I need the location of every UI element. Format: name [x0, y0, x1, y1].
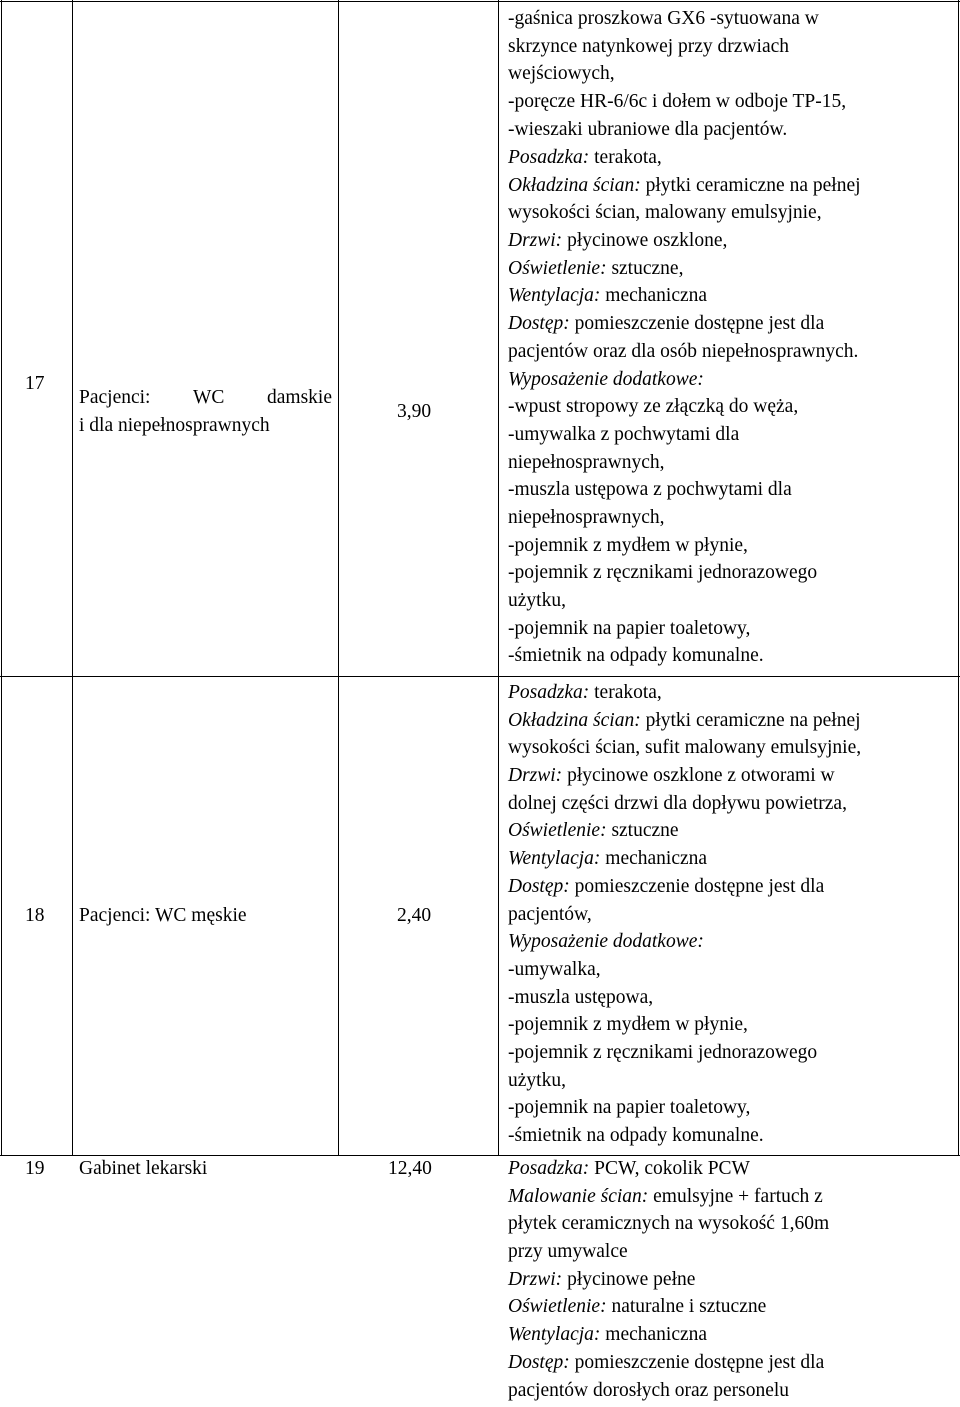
field-label: Oświetlenie:	[508, 820, 607, 842]
field-value: -muszla ustępowa z pochwytami dla	[508, 479, 792, 501]
field-label: Wentylacja:	[508, 848, 601, 870]
field-value: pacjentów,	[508, 903, 592, 925]
field-value: emulsyjne + fartuch z	[648, 1185, 823, 1207]
description-line	[508, 1094, 861, 1122]
description-line	[508, 255, 861, 283]
field-value: wysokości ścian, malowany emulsyjnie,	[508, 202, 822, 224]
description-line	[508, 984, 861, 1012]
field-label: Oświetlenie:	[508, 1296, 607, 1318]
field-label: Dostęp:	[508, 1351, 570, 1373]
room-description	[508, 679, 861, 1150]
description-line	[508, 504, 861, 532]
room-name-word: Pacjenci:	[79, 387, 151, 408]
description-line	[508, 1238, 829, 1266]
field-value: niepełnosprawnych,	[508, 451, 665, 473]
field-value: -śmietnik na odpady komunalne.	[508, 645, 764, 667]
description-line	[508, 476, 861, 504]
description-line	[508, 642, 861, 670]
field-value: -pojemnik na papier toaletowy,	[508, 617, 751, 639]
room-name-word: damskie	[267, 387, 332, 408]
description-line	[508, 199, 861, 227]
field-value: -pojemnik z ręcznikami jednorazowego	[508, 562, 818, 584]
description-line	[508, 1210, 829, 1238]
field-value: sztuczne,	[606, 257, 684, 279]
field-value: pomieszczenie dostępne jest dla	[569, 313, 825, 335]
description-line	[508, 1039, 861, 1067]
field-value: wysokości ścian, sufit malowany emulsyjnie,	[508, 737, 862, 759]
room-name: Gabinet lekarski	[79, 1158, 208, 1179]
description-line	[508, 1183, 829, 1211]
field-value: -pojemnik na papier toaletowy,	[508, 1097, 751, 1119]
description-line	[508, 790, 861, 818]
field-value: użytku,	[508, 1069, 566, 1091]
field-value: mechaniczna	[600, 848, 708, 870]
column-divider	[72, 0, 73, 1156]
field-value: -pojemnik z ręcznikami jednorazowego	[508, 1041, 818, 1063]
field-value: terakota,	[589, 682, 662, 703]
field-value: płytki ceramiczne na pełnej	[640, 174, 861, 196]
field-value: mechaniczna	[600, 1324, 708, 1346]
field-label: Posadzka:	[508, 147, 590, 168]
field-label: Okładzina ścian:	[508, 174, 641, 196]
field-label: Drzwi:	[508, 765, 563, 787]
table-border-right	[958, 0, 959, 1156]
field-value: -umywalka,	[508, 958, 601, 980]
description-line	[508, 901, 861, 929]
field-value: płytki ceramiczne na pełnej	[640, 709, 861, 731]
description-line	[508, 393, 861, 421]
description-line	[508, 172, 861, 200]
description-line: wejściowych,	[508, 63, 615, 85]
field-value: -śmietnik na odpady komunalne.	[508, 1125, 764, 1146]
field-value: płycinowe pełne	[562, 1268, 696, 1290]
room-area: 3,90	[397, 401, 432, 422]
room-description	[508, 5, 846, 143]
description-line	[508, 679, 861, 707]
field-value: przy umywalce	[508, 1241, 628, 1263]
field-label: Wyposażenie dodatkowe:	[508, 931, 704, 953]
description-line	[508, 1321, 829, 1349]
field-value: terakota,	[589, 147, 662, 168]
field-value: pomieszczenie dostępne jest dla	[569, 1351, 825, 1373]
field-label: Drzwi:	[508, 1268, 563, 1290]
field-label: Dostęp:	[508, 313, 570, 335]
field-label: Oświetlenie:	[508, 257, 607, 279]
description-line	[508, 421, 861, 449]
field-value: -muszla ustępowa,	[508, 986, 654, 1008]
field-value: pacjentów oraz dla osób niepełnosprawnych.	[508, 340, 859, 362]
field-value: płycinowe oszklone z otworami w	[562, 765, 835, 787]
field-value: -pojemnik z mydłem w płynie,	[508, 534, 748, 556]
description-line	[508, 587, 861, 615]
field-label: Malowanie ścian:	[508, 1185, 649, 1207]
description-line	[508, 559, 861, 587]
field-label: Wentylacja:	[508, 285, 601, 307]
room-name-word: WC	[193, 387, 225, 408]
description-line	[508, 449, 861, 477]
field-value: mechaniczna	[600, 285, 708, 307]
field-value: sztuczne	[606, 820, 679, 842]
description-line: skrzynce natynkowej przy drzwiach	[508, 35, 790, 57]
room-description	[508, 144, 861, 670]
description-line	[508, 928, 861, 956]
row-number: 18	[25, 905, 45, 926]
room-name-line: i dla niepełnosprawnych	[79, 415, 270, 436]
field-value: dolnej części drzwi dla dopływu powietrza,	[508, 792, 847, 814]
field-value: -wpust stropowy ze złączką do węża,	[508, 396, 799, 418]
description-line	[508, 817, 861, 845]
room-name	[79, 384, 332, 412]
column-divider	[338, 0, 339, 1156]
field-value: płytek ceramicznych na wysokość 1,60m	[508, 1213, 830, 1235]
description-line	[508, 366, 861, 394]
description-line	[508, 282, 861, 310]
description-line	[508, 734, 861, 762]
field-label: Dostęp:	[508, 875, 570, 897]
field-value: pomieszczenie dostępne jest dla	[569, 875, 825, 897]
description-line: -wieszaki ubraniowe dla pacjentów.	[508, 118, 788, 140]
table-border-left	[1, 0, 2, 1156]
description-line	[508, 532, 861, 560]
description-line	[508, 615, 861, 643]
field-label: Posadzka:	[508, 1158, 590, 1179]
field-label: Okładzina ścian:	[508, 709, 641, 731]
field-label: Wentylacja:	[508, 1324, 601, 1346]
description-line: -poręcze HR-6/6c i dołem w odboje TP-15,	[508, 91, 847, 113]
field-value: -umywalka z pochwytami dla	[508, 423, 740, 445]
description-line	[508, 310, 861, 338]
field-value: pacjentów dorosłych oraz personelu	[508, 1379, 790, 1401]
description-line	[508, 1122, 861, 1150]
field-value: użytku,	[508, 590, 566, 611]
description-line	[508, 1067, 861, 1095]
description-line	[508, 873, 861, 901]
description-line	[508, 1377, 829, 1405]
room-description	[508, 1155, 829, 1404]
field-value: PCW, cokolik PCW	[589, 1158, 750, 1179]
room-name: Pacjenci: WC męskie	[79, 905, 247, 926]
row-divider	[0, 676, 960, 677]
field-value: płycinowe oszklone,	[562, 230, 728, 252]
description-line	[508, 227, 861, 255]
row-number: 19	[25, 1158, 45, 1179]
field-label: Wyposażenie dodatkowe:	[508, 368, 704, 390]
description-line: -gaśnica proszkowa GX6 -sytuowana w	[508, 8, 819, 29]
field-value: -pojemnik z mydłem w płynie,	[508, 1014, 748, 1036]
table-border-top	[0, 1, 960, 2]
field-value: naturalne i sztuczne	[606, 1296, 767, 1318]
description-line	[508, 1266, 829, 1294]
description-line	[508, 1011, 861, 1039]
row-number: 17	[25, 373, 45, 394]
description-line	[508, 338, 861, 366]
column-divider	[498, 0, 499, 1156]
description-line	[508, 144, 861, 172]
description-line	[508, 1293, 829, 1321]
room-area: 2,40	[397, 905, 432, 926]
room-area: 12,40	[388, 1158, 432, 1179]
field-label: Drzwi:	[508, 230, 563, 252]
description-line	[508, 845, 861, 873]
description-line	[508, 1349, 829, 1377]
field-value: niepełnosprawnych,	[508, 506, 665, 528]
description-line	[508, 762, 861, 790]
description-line	[508, 707, 861, 735]
field-label: Posadzka:	[508, 682, 590, 703]
description-line	[508, 956, 861, 984]
description-line	[508, 1155, 829, 1183]
